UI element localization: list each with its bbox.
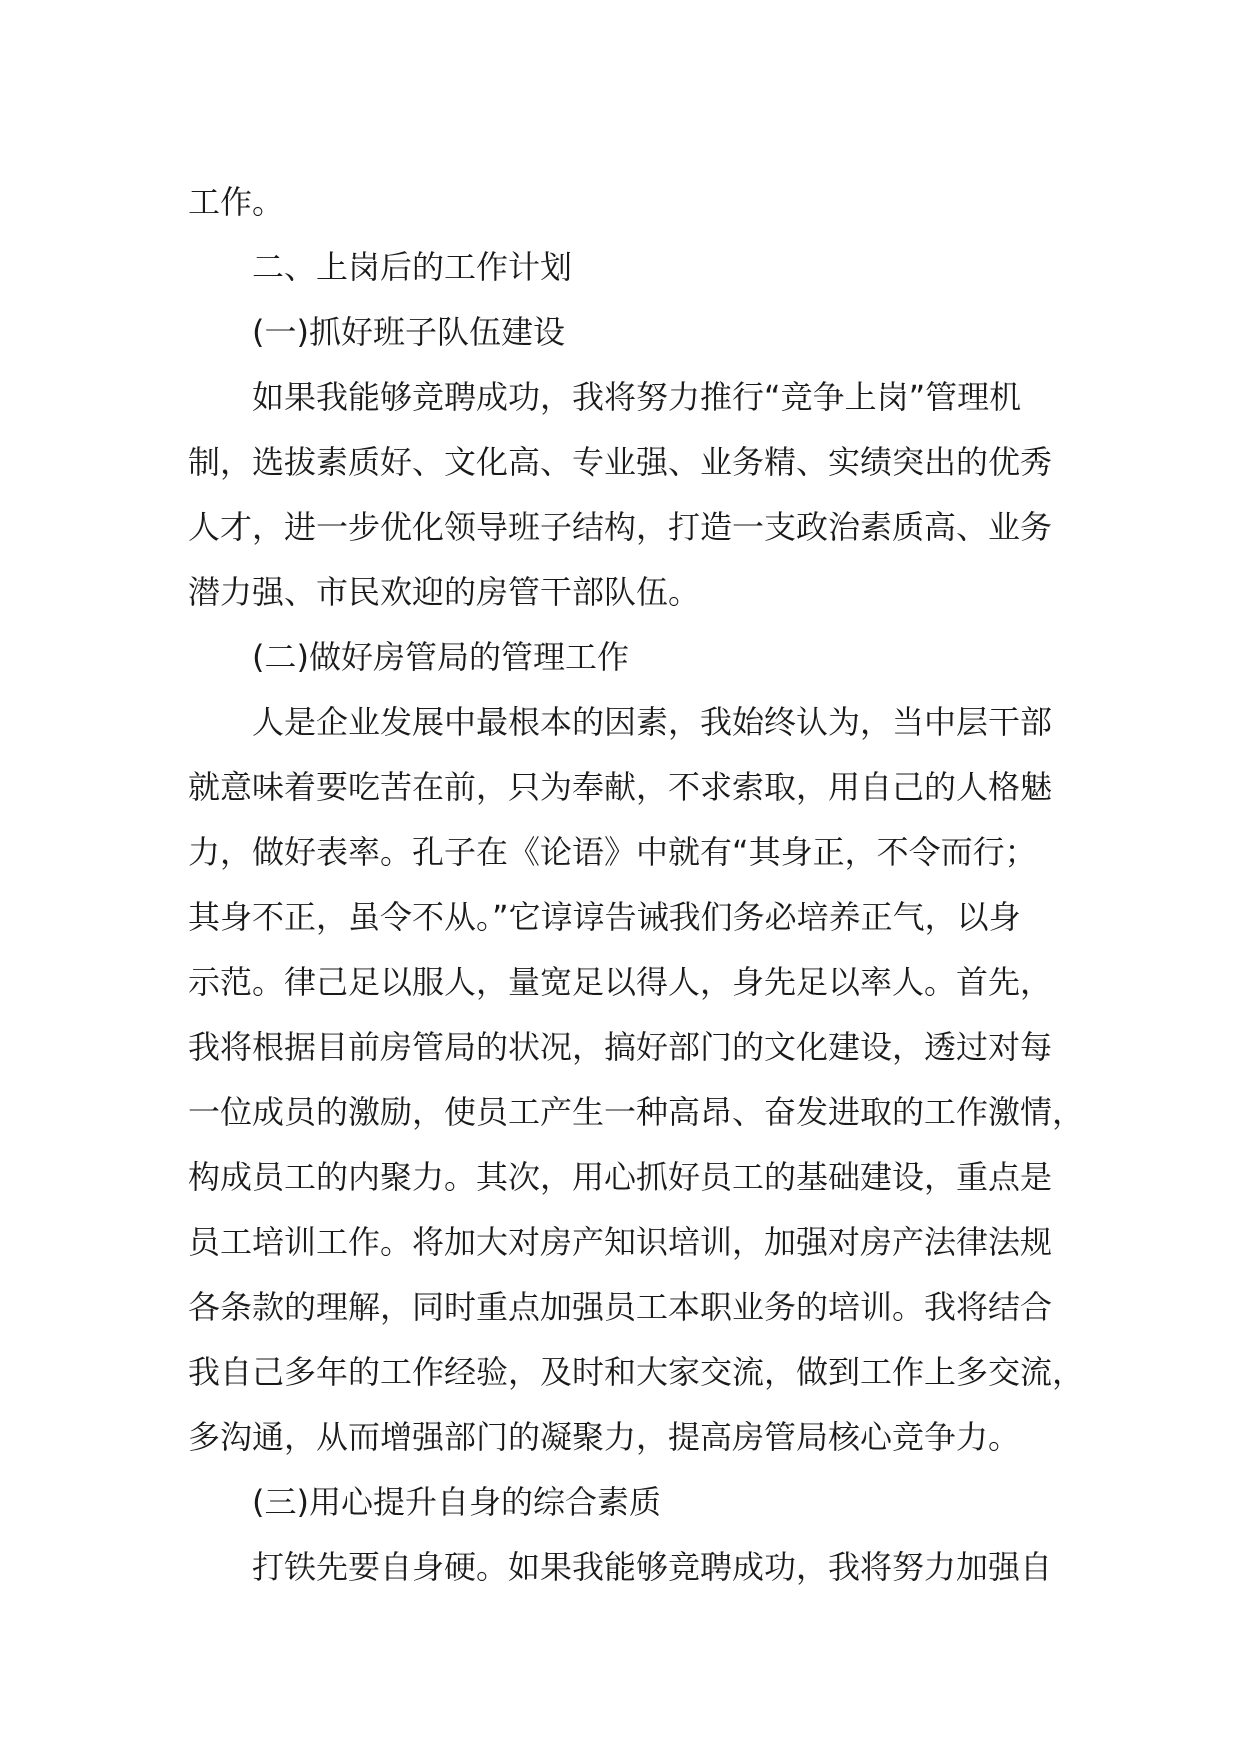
text-line: 潜力强、市民欢迎的房管干部队伍。 [188, 573, 701, 611]
subsection-heading: (三)用心提升自身的综合素质 [252, 1483, 661, 1521]
body-text [188, 170, 1085, 1600]
text-line: 一位成员的激励，使员工产生一种高昂、奋发进取的工作激情， [188, 1093, 1085, 1131]
text-line: 我将根据目前房管局的状况，搞好部门的文化建设，透过对每 [188, 1028, 1053, 1066]
subsection-heading: (二)做好房管局的管理工作 [252, 638, 629, 676]
subsection-heading: (一)抓好班子队伍建设 [252, 313, 565, 351]
text-line: 员工培训工作。将加大对房产知识培训，加强对房产法律法规 [188, 1223, 1053, 1261]
text-line: 其身不正，虽令不从。”它谆谆告诫我们务必培养正气，以身 [188, 898, 1021, 936]
text-line: 我自己多年的工作经验，及时和大家交流，做到工作上多交流， [188, 1353, 1085, 1391]
text-line: 示范。律己足以服人，量宽足以得人，身先足以率人。首先， [188, 963, 1053, 1001]
text-line: 人是企业发展中最根本的因素，我始终认为，当中层干部 [252, 703, 1053, 741]
text-line: 各条款的理解，同时重点加强员工本职业务的培训。我将结合 [188, 1288, 1053, 1326]
text-line: 就意味着要吃苦在前，只为奉献，不求索取，用自己的人格魅 [188, 768, 1053, 806]
text-line: 力，做好表率。孔子在《论语》中就有“其身正，不令而行； [188, 833, 1037, 871]
text-line: 工作。 [188, 183, 285, 221]
text-line: 多沟通，从而增强部门的凝聚力，提高房管局核心竞争力。 [188, 1418, 1021, 1456]
text-line: 人才，进一步优化领导班子结构，打造一支政治素质高、业务 [188, 508, 1053, 546]
text-line: 打铁先要自身硬。如果我能够竞聘成功，我将努力加强自 [252, 1548, 1053, 1586]
text-line: 如果我能够竞聘成功，我将努力推行“竞争上岗”管理机 [252, 378, 1022, 416]
text-line: 制，选拔素质好、文化高、专业强、业务精、实绩突出的优秀 [188, 443, 1053, 481]
section-heading: 二、上岗后的工作计划 [252, 248, 573, 286]
text-line: 构成员工的内聚力。其次，用心抓好员工的基础建设，重点是 [188, 1158, 1053, 1196]
